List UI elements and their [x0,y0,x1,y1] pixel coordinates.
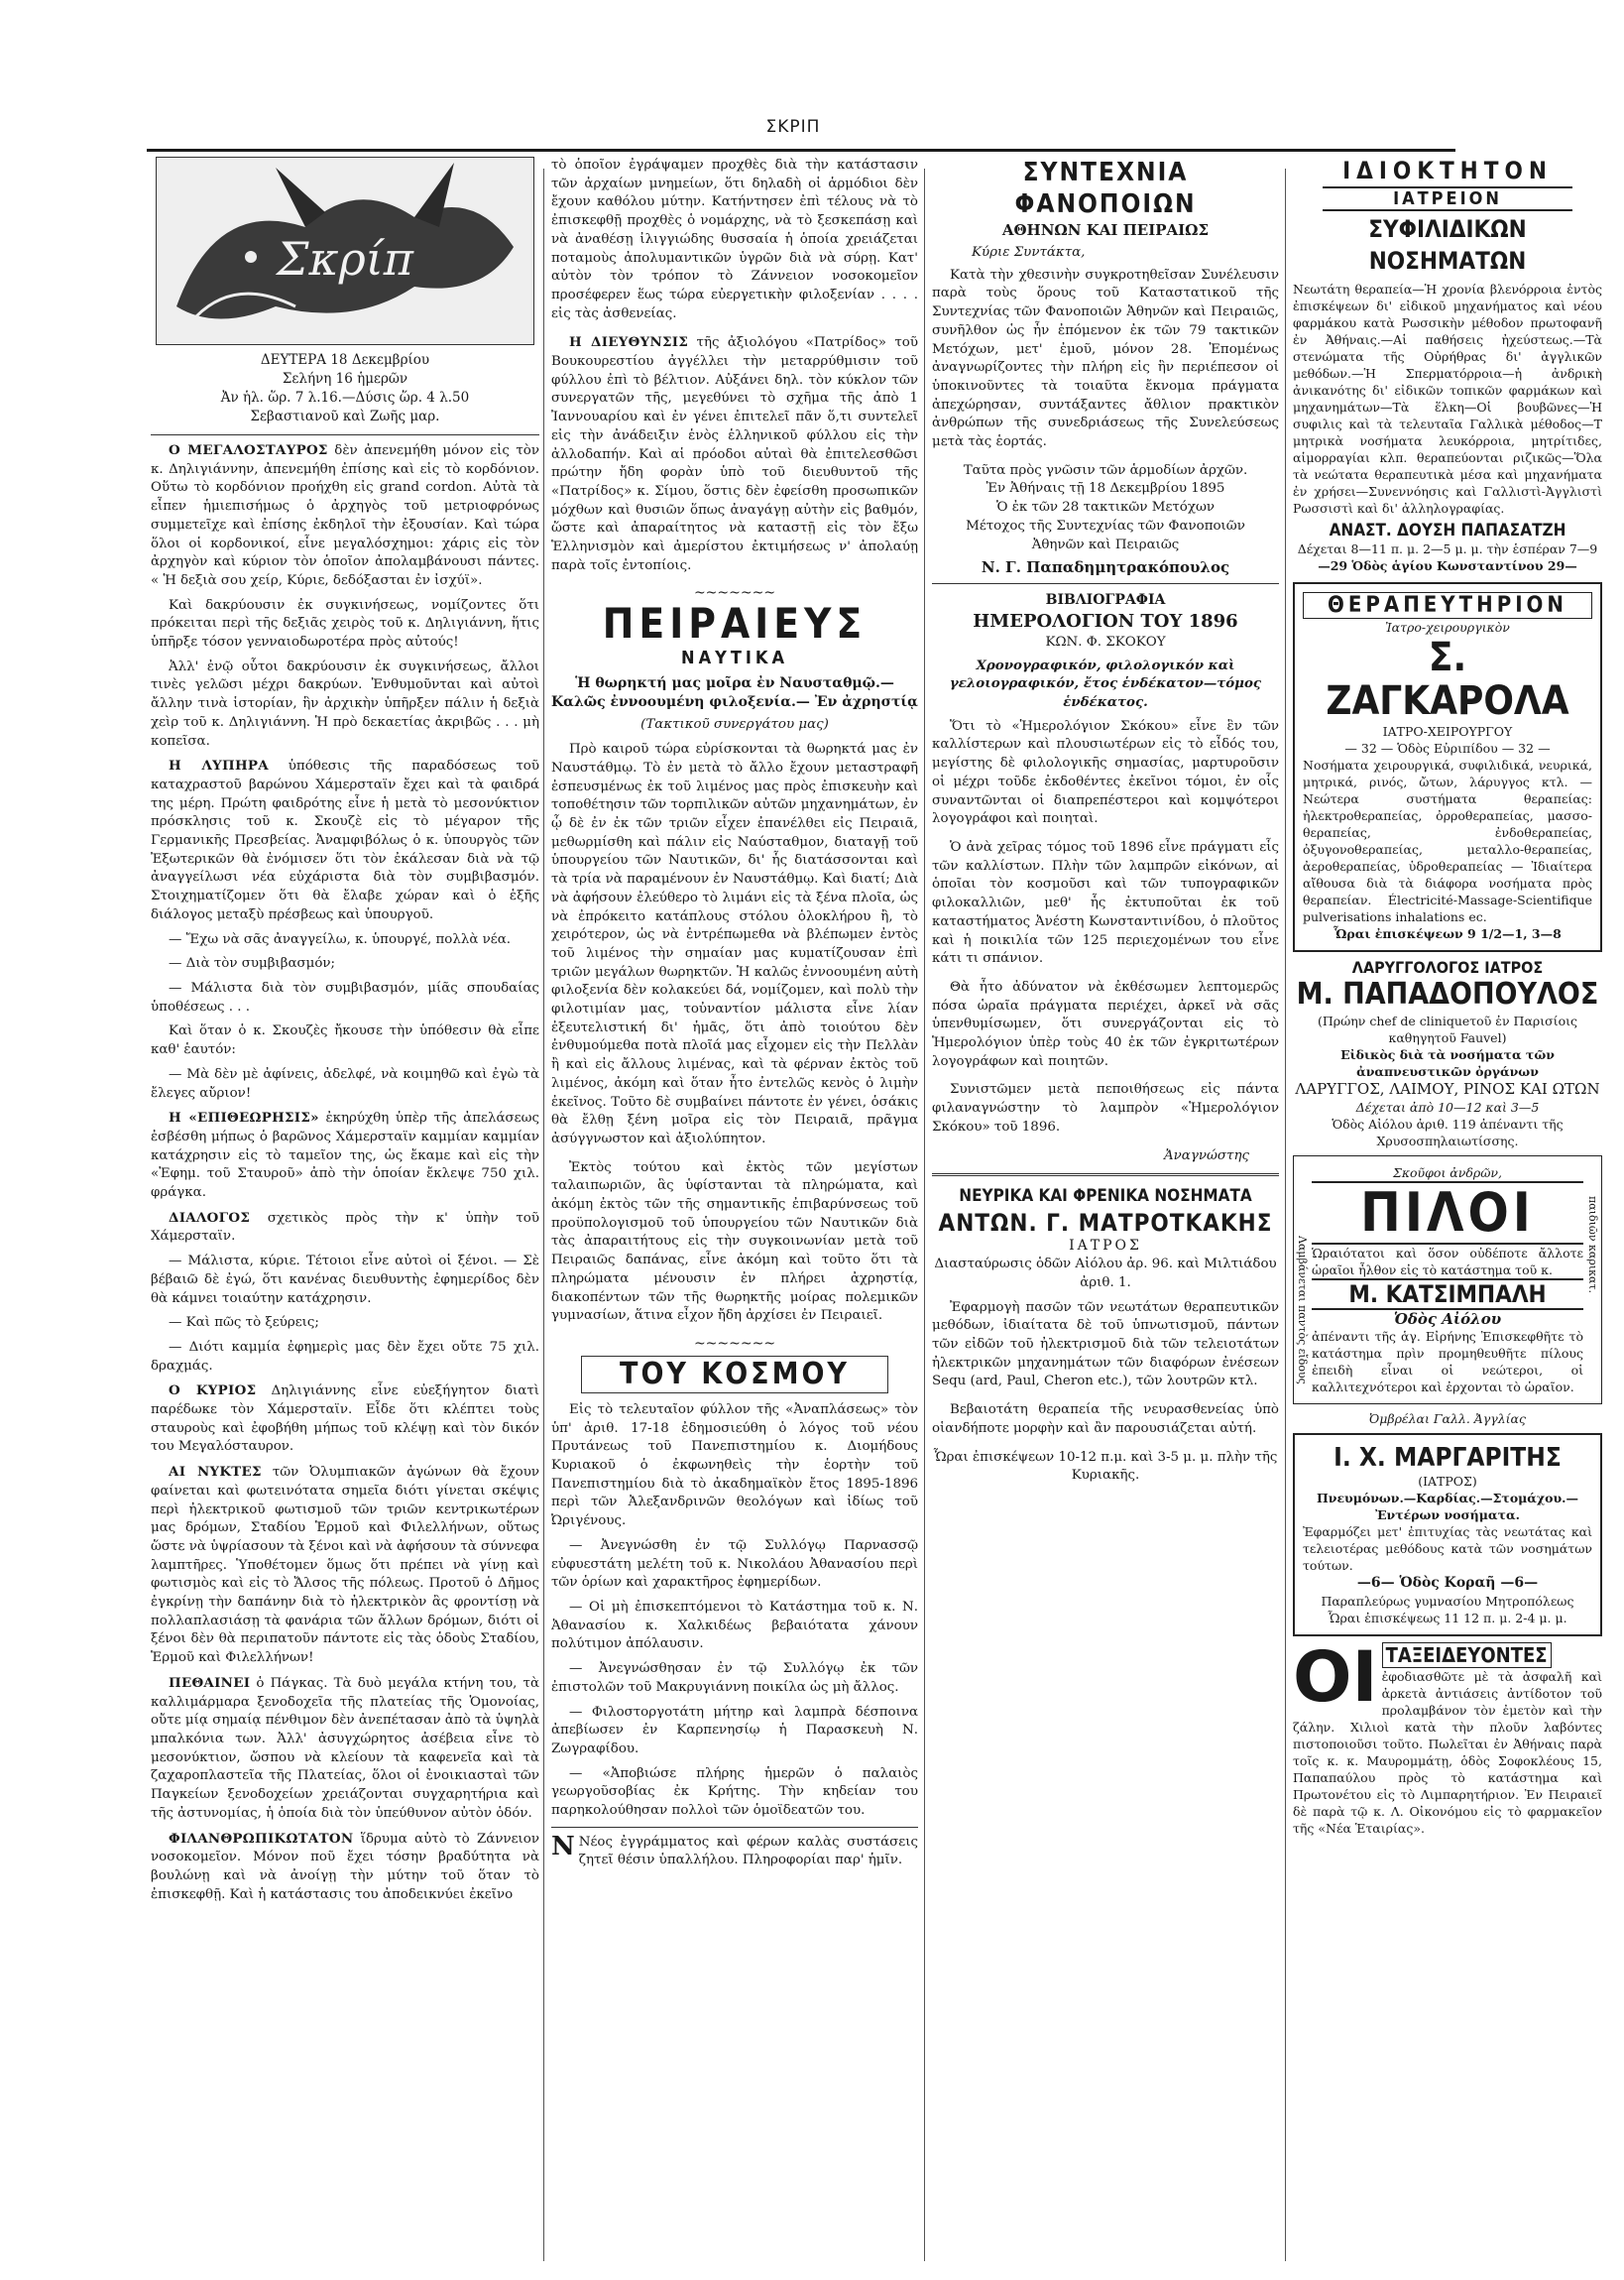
section-title-piraeus: ΠΕΙΡΑΙΕΥΣ [602,599,868,649]
ad-ther-sub: Ἰατρο-χειρουργικὸν [1385,620,1510,635]
ad-lar-hours: Δέχεται ἀπὸ 10—12 καὶ 3—5 [1355,1099,1540,1115]
article-paragraph [151,980,539,1017]
article-body: τῆς ἀξιολόγου «Πατρίδος» τοῦ Βουκουρεστίου ἀγγέλλει τὴν μεταρρύθμισιν τοῦ φύλλου ἐπὶ τὸ βέλτιον. Αὐξάνει δηλ. τὸν κύκλον τῶν συνεργατῶν τῆς, μεγεθύνει τὸ σχῆμα τῆς ἀπὸ 1 Ἰαννουαρίου καὶ ἐν γένει ἐπιτελεῖ πᾶν ὅ,τι συντελεῖ εἰς τὴν ἀνάδειξιν ἑνὸς ἑλληνικοῦ φύλλου εἰς τὴν ἀλλοδαπήν. Καὶ αἱ πρόοδοι αὐταὶ θὰ ἐπιτελεσθῶσι πρώτην ἤδη φορὰν ὑπὸ τοῦ διευθυντοῦ τῆς «Πατρίδος» κ. Σίμου, ὅστις δὲν ἐφείσθη προσωπικῶν μόχθων καὶ θυσιῶν ὅπως ἀναγάγῃ αὐτὴν εἰς βαθμόν, ὥστε καὶ ἀπαραίτητος νὰ καταστῇ εἰς τὸν ἔξω Ἑλληνισμὸν καὶ ἀμερίστου ἐκτιμήσεως ν' ἀπολαύῃ παρὰ τοῖς ἐντοπίοις. [551,335,919,573]
kosmos-item: Εἰς τὸ τελευταῖον φύλλον τῆς «Ἀναπλάσεως» τὸν ὑπ' ἀριθ. 17-18 ἐδημοσιεύθη ὁ λόγος τοῦ νέου Πρυτάνεως τοῦ Πανεπιστημίου κ. Διομήδους Κυριακοῦ ὁ ἐκφωνηθεὶς τὴν ἑορτὴν τοῦ Πανεπιστημίου διὰ τὸ ἀκαδημαϊκὸν ἔτος 1895-1896 περὶ τῶν Ἀλεξανδρινῶν θεολόγων καὶ ἰδίως τοῦ Ὠριγένους. [551,1401,918,1529]
ad-pil-bottom: Ὀμβρέλαι Γαλλ. Ἀγγλίας [1368,1411,1527,1427]
ad-trav-big: ΟΙ [1293,1636,1378,1719]
masthead-dragon-icon [157,158,533,344]
ornament-divider: ~~~~~~~ [693,585,776,602]
section-title-kosmos: ΤΟΥ ΚΟΣΜΟΥ [581,1356,888,1393]
article-paragraph [151,955,539,974]
ad-syfil-title: ΣΥΦΙΛΙΔΙΚΩΝ ΝΟΣΗΜΑΤΩΝ [1368,215,1527,275]
article-body: Θὰ ἦτο ἀδύνατον νὰ ἐκθέσωμεν λεπτομερῶς πόσα ὡραῖα πράγματα περιέχει, ἀρκεῖ νὰ σᾶς ὑπενθυμίσωμεν, ὅτι συνεργάζονται εἰς τὸ Ἡμερολόγιον ὑπὲρ τοὺς 40 ἐκ τῶν ἐγκριτωτέρων λογογράφων καὶ ποιητῶν. [932,979,1279,1069]
article-paragraph [151,1463,539,1668]
article-paragraph [151,1209,539,1247]
column-rule [543,169,544,2261]
ad-ther-text: Νοσήματα χειρουργικά, συφιλιδικά, νευρικά, μητρικά, ρινός, ὤτων, λάρυγγος κτλ. — Νεώτερα συστήματα θεραπείας: ἠλεκτροθεραπείας, ὀρροθεραπείας, μασσο-θεραπείας, ἐνδοθεραπείας, ὀξυγονοθεραπείας, μεταλλο-θεραπείας, ἀεροθεραπείας, ὑδροθεραπείας — Ἰδιαίτερα αἴθουσα διὰ τὰ διάφορα νοσήματα πρὸς θεραπείαν. Électricité-Massage-Scientifique pulverisations inhalations ec. [1303,758,1592,924]
article-body: — Ἔχω νὰ σᾶς ἀναγγείλω, κ. ὑπουργέ, πολλὰ νέα. [169,931,512,947]
ad-pil-title: ΠΙΛΟΙ [1312,1181,1583,1245]
article-paragraph [151,1253,539,1308]
date-line: ΔΕΥΤΕΡΑ 18 Δεκεμβρίου [260,352,430,368]
nautika-headline: Ἡ θωρηκτή μας μοῖρα ἐν Ναυσταθμῷ.— Καλῶς ἐννοουμένη φιλοξενία.— Ἐν ἀχρηστίᾳ [551,675,918,711]
ad-lar-text: Εἰδικὸς διὰ τὰ νοσήματα τῶν ἀναπνευστικῶν ὀργάνων [1340,1047,1555,1079]
kosmos-item: — «Ἀποβιώσε πλήρης ἡμερῶν ὁ παλαιὸς γεωργοῦσοβίας ἐκ Κρήτης. Τὴν κηδείαν του παρηκολούθησαν πολλοὶ τῶν ὁμοϊδεατῶν του. [551,1765,918,1819]
article-body: Ἀλλ' ἐνῷ οὗτοι δακρύουσιν ἐκ συγκινήσεως, ἄλλοι τινὲς γελῶσι μέχρι δακρύων. Ἐνθυμοῦνται καὶ αὐτοὶ ἄλλην τινὰ ἱστορίαν, ἣν ἀρχικὴν ὑπῆρξεν πάλιν ἡ δεξιὰ χεὶρ τοῦ κ. Δηλιγιάννη. Ἡ πρὸ δεκαετίας ἀκριβῶς . . . μὴ κοπεῖσα. [151,659,539,749]
ad-trav-text: ἐφοδιασθῶτε μὲ τὰ ἀσφαλῆ καὶ ἀρκετὰ ἀντιάσεις ἀντίδοτον τοῦ προλαμβάνον τὸν ἐμετὸν καὶ τὴν ζάλην. Χιλιοὶ κατὰ τὴν πλοῦν λαβόντες πιστοποιοῦσι τοῦτο. Πωλεῖται ἐν Ἀθήναις παρὰ τοῖς κ. κ. Μαυρομμάτῃ, ὁδὸς Σοφοκλέους 15, Παπαπαύλου πρὸς τὸ κατάστημα καὶ Πρωτονέτου εἰς τὸ Λιμπαρητήριον. Ἐν Πειραιεῖ δὲ παρὰ τῷ κ. Λ. Οἰκονόμου εἰς τὸ φαρμακεῖον τῆς «Νέα Ἑταιρίας». [1293,1669,1602,1837]
article-paragraph [151,1022,539,1059]
ad-nevr-name: ΑΝΤΩΝ. Γ. ΜΑΤΡΟΤΚΑΚΗΣ [938,1209,1273,1238]
ad-pil-more: ἀπέναντι τῆς ἁγ. Εἰρήνης Ἐπισκεφθῆτε τὸ κατάστημα πρὶν προμηθευθῆτε πίλους ἐπειδὴ εἶναι οἱ νεώτεροι, οἱ καλλιτεχνότεροι καὶ ἐρχονται τὸ ὡραῖον. [1312,1329,1583,1395]
signature-line: Μέτοχος τῆς Συντεχνίας τῶν Φανοποιῶν [966,518,1245,534]
top-rule [147,149,1455,152]
article-lead: Η ΔΙΕΥΘΥΝΣΙΣ [569,334,689,351]
column-rule [1285,169,1286,2261]
ad-pil-address: Ὁδὸς Αἰόλου [1393,1309,1502,1328]
column-4 [1293,157,1624,2269]
synt-title: ΣΥΝΤΕΧΝΙΑ ΦΑΝΟΠΟΙΩΝ [1014,158,1197,219]
ad-nevr-role: ΙΑΤΡΟΣ [1069,1238,1142,1255]
ad-ther-hours: Ὧραι ἐπισκέψεων 9 1/2—1, 3—8 [1334,926,1562,941]
date-line: Σελήνη 16 ἡμερῶν [282,371,408,387]
article-body: — Μάλιστα διὰ τὸν συμβιβασμόν, μίᾶς σπουδαίας ὑποθέσεως . . . [151,980,539,1015]
date-block [151,351,539,426]
kosmos-item: — Ἀνεγνώσθησαν ἐν τῷ Συλλόγῳ ἐκ τῶν ἐπιστολῶν τοῦ Μακρυγιάννη ποικίλα ὡς μὴ ἄλλος. [551,1661,918,1695]
article-paragraph [151,1339,539,1376]
article-paragraph [151,1381,539,1457]
column-2 [551,157,918,2269]
ad-travellers [1293,1636,1602,1837]
article-lead: ΦΙΛΑΝΘΡΩΠΙΚΩΤΑΤΟΝ [169,1830,354,1847]
divider [551,1827,918,1828]
article-body: ὁ Πάγκας. Τὰ δυὸ μεγάλα κτήνη του, τὰ καλλιμάρμαρα ξενοδοχεῖα τῆς πλατείας τῆς Ὁμονοίας, οὔτε μίᾳ σημαίᾳ πένθιμον δὲν ἀνεπέτασαν ἀπὸ τὰ ὑψηλὰ μπαλκόνια των. Ἀλλ' ἀσυγχώρητος ἀσέβεια εἶνε τὸ μεσονύκτιον, ὥσπου νὰ κλείουν τὰ καφενεῖα καὶ τὰ ζαχαροπλαστεῖα τῆς Πλατείας, ὅλοι οἱ ἐνοικιασταὶ τῶν Παγκείων ξενοδοχείων χρειάζονται συγχαρητήρια καὶ τῆς ἀστυνομίας, ἡ ὁποία διὰ τὸν ὑπεύθυνον αὐτὸν ὁδόν. [151,1675,540,1821]
article-paragraph [151,1314,539,1333]
article-diethynsis [551,333,918,575]
article-paragraph [151,757,539,924]
synt-subtitle: ΑΘΗΝΩΝ ΚΑΙ ΠΕΙΡΑΙΩΣ [1001,221,1210,239]
ad-marg-address: —6— Ὁδὸς Κοραῆ —6— [1356,1575,1539,1592]
ad-pil-name: Μ. ΚΑΤΣΙΜΠΑΛΗ [1312,1278,1583,1310]
calendar-subtitle: Χρονογραφικόν, φιλολογικόν καὶ γελοιογραφικόν, ἔτος ἑνδέκατον—τόμος ἑνδέκατος. [949,657,1262,711]
article-lead: ΑΙ ΝΥΚΤΕΣ [169,1464,262,1481]
article-paragraph [151,1674,539,1824]
classified-text: Νέος ἐγγράμματος καὶ φέρων καλὰς συστάσεις ζητεῖ θέσιν ὑπαλλήλου. Πληροφορίαι παρ' ἡμῖν. [578,1834,918,1868]
ad-lar-name: Μ. ΠΑΠΑΔΟΠΟΥΛΟΣ [1296,977,1599,1012]
running-head: ΣΚΡΙΠ [765,117,821,137]
divider [932,583,1279,584]
date-line: Σεβαστιανοῦ καὶ Ζωῆς μαρ. [250,409,440,424]
ad-iatreion: ΙΑΤΡΕΙΟΝ [1323,186,1572,211]
article-body: Ἐκτὸς τούτου καὶ ἐκτὸς τῶν μεγίστων ταλαιπωριῶν, ἃς ὑφίστανται τὰ πληρώματα, καὶ ἀκόμη ἐκτὸς τῶν τῆς σημαντικῆς ἐπιβαρύνσεως τοῦ προϋπολογισμοῦ τοῦ ὑπουργείου τῶν Ναυτικῶν διὰ τὰς ἀπαραιτήτους εἰς τὴν συγκοινωνίαν μετὰ τοῦ Πειραιῶς δαπάνας, εἶνε ἀκόμη καὶ τοῦτο ὅτι τὰ πληρώματα μένουσιν ἐν πλήρει ἀχρηστίᾳ, διακοπέντων τῶν τῆς θωρηκτῆς μοίρας πολεμικῶν γυμνασίων, ἅτινα εἶχον ἤδη ἀρχίσει ἐν Πειραιεῖ. [551,1159,918,1324]
calendar-author: ΚΩΝ. Φ. ΣΚΟΚΟΥ [1045,634,1166,650]
article-continuation: τὸ ὁποῖον ἐγράψαμεν προχθὲς διὰ τὴν κατάστασιν τῶν ἀρχαίων μνημείων, ὅτι δηλαδὴ οἱ ἁρμόδιοι δὲν ἔχουν καθόλου μύτην. Κατήντησεν ἐπὶ τέλους νὰ τὸ ἐπισκεφθῇ προχθὲς ὁ νομάρχης, νὰ τὸ ξεσκεπάσῃ καὶ νὰ ἀναθέσῃ ἰλιγγιώδης θυσσαία ἡ ὁποία χρειάζεται ποταμοὺς ἀπολυμαντικῶν ὑγρῶν διὰ νὰ σύρῃ. Κατ' αὐτὸν τὸν τρόπον τὸ Ζάννειον νοσοκομεῖον προσέφερεν ἕως τώρα εὐεργετικὴν φιλοξενίαν . . . . εἰς τὰς ἀσθενείας. [551,158,918,321]
article-body: — Διὰ τὸν συμβιβασμόν; [169,956,336,972]
column-1 [151,157,539,2269]
ad-idiokt: ΙΔΙΟΚΤΗΤΟΝ [1342,157,1553,184]
ad-pil-text: Ὡραιότατοι καὶ ὅσον οὐδέποτε ἄλλοτε ὡραῖοι ἦλθον εἰς τὸ κατάστημα τοῦ κ. [1312,1245,1583,1277]
svg-text:Σκρίπ: Σκρίπ [277,232,413,286]
article-lead: ΠΕΘΑΙΝΕΙ [169,1674,251,1691]
nautika-byline: (Τακτικοῦ συνεργάτου μας) [640,717,829,733]
column-4-inner [1293,157,1602,1837]
kosmos-item: — Οἱ μὴ ἐπισκεπτόμενοι τὸ Κατάστημα τοῦ κ. Ν. Ἀθανασίου κ. Χαλκιδέως βεβαιότατα χάνουν πολύτιμον ἀπόλαυσιν. [551,1600,918,1652]
article-body: ἵδρυμα αὐτὸ τὸ Ζάννειον νοσοκομεῖον. Μόνον ποῦ ἔχει τόσην βραδύτητα νὰ βουλώνῃ καὶ νὰ ἀνοίγῃ τὴν μύτην τοῦ ὅταν τὸ ἐπισκεφθῇ. Καὶ ἡ κατάστασις του ἀποδεικνύει ἐκεῖνο [151,1831,539,1902]
ad-nevr-text: Βεβαιοτάτη θεραπεία τῆς νευρασθενείας ὑπὸ οἱανδήποτε μορφὴν καὶ ἂν παρουσιάζεται αὐτή. [932,1402,1279,1436]
article-body: — Καὶ πῶς τὸ ξεύρεις; [169,1315,319,1331]
article-paragraph [151,1830,539,1905]
ad-marg-name: Ι. Χ. ΜΑΡΓΑΡΙΤΗΣ [1334,1443,1562,1474]
ad-marg-spec: Πνευμόνων.—Καρδίας.—Στομάχου.—Ἐντέρων νοσήματα. [1316,1491,1579,1523]
divider [151,434,539,435]
ad-lar-address: Ὁδὸς Αἰόλου ἀριθ. 119 ἀπέναντι τῆς Χρυσοσπηλαιωτίσσης. [1332,1116,1564,1148]
article-lead: Ο ΜΕΓΑΛΟΣΤΑΥΡΟΣ [169,442,328,458]
article-paragraph [151,1066,539,1103]
ad-nevr-address: Διασταύρωσις ὁδῶν Αἰόλου ἀρ. 96. καὶ Μιλτιάδου ἀριθ. 1. [934,1257,1277,1290]
ad-ther-title: ΘΕΡΑΠΕΥΤΗΡΙΟΝ [1303,592,1592,619]
synt-greeting: Κύριε Συντάκτα, [972,245,1086,260]
signature-line: Ἀναγνώστης [1164,1147,1249,1163]
ad-nevr-text: Ἐφαρμογὴ πασῶν τῶν νεωτάτων θεραπευτικῶν μεθόδων, ἰδιαίτατα δὲ τοῦ ὑπνωτισμοῦ, πάντων τῶν εἰδῶν τοῦ ἠλεκτρισμοῦ διὰ τῶν τελειοτάτων ἠλεκτρικῶν μηχανημάτων τῶν διαφόρων ἐνέσεων Sequ (ard, Paul, Cheron etc.), τῶν λουτρῶν κτλ. [932,1299,1279,1389]
bibliography-title: ΒΙΒΛΙΟΓΡΑΦΙΑ [1045,591,1166,608]
article-body: Κατὰ τὴν χθεσινὴν συγκροτηθεῖσαν Συνέλευσιν παρὰ τοὺς ὅρους τοῦ Καταστατικοῦ τῆς Συντεχνίας τῶν Φανοποιῶν Ἀθηνῶν καὶ Πειραιῶς, συνῆλθον ὡς ἦν ἐπόμενον ἐκ τῶν 79 τακτικῶν Μετόχων, μετ' ἐμοῦ, μόνον 28. Ἐπομένως ἀναγνωρίζοντες τὴν πλήρη εἰς ἣν περιέπεσον οἱ ὑποκινοῦντες τὰ τοιαῦτα ἔκνομα πράγματα ἀπεχώρησαν, συντάξαντες ἄθλιον πρακτικὸν ἀνθρώπων τῆς συνεδριάσεως τῆς Συνελεύσεως μετὰ τὰς ἑορτάς. [932,267,1279,450]
article-lead: Η ΛΥΠΗΡΑ [169,758,269,775]
article-body: Ὁ ἀνὰ χεῖρας τόμος τοῦ 1896 εἶνε πράγματι εἷς τῶν καλλίστων. Πλὴν τῶν λαμπρῶν εἰκόνων, αἱ ὁποῖαι τὸν κοσμοῦσι καὶ τῶν τυπογραφικῶν φιλοκαλλιῶν, μεθ' ἧς ἐκτυποῦται ἐκ τοῦ καταστήματος Ἀνέστη Κωνσταντινίδου, ὁ πλοῦτος καὶ ἡ ποικιλία τῶν 125 περιεχομένων του εἶνε κάτι τι σπάνιον. [932,839,1279,967]
ad-pil-top: Σκοῦφοι ἀνδρῶν, [1393,1164,1502,1180]
article-lead: Ο ΚΥΡΙΟΣ [169,1382,257,1399]
calendar-title: ΗΜΕΡΟΛΟΓΙΟΝ ΤΟΥ 1896 [973,610,1238,632]
ad-trav-title: ΤΑΞΕΙΔΕΥΟΝΤΕΣ [1382,1642,1552,1668]
kosmos-items [551,1401,918,1821]
classified-note [551,1831,918,1870]
ad-pil-side-right: παιδιῶν καρικατ. [1586,1195,1599,1293]
article-paragraph [151,1109,539,1203]
date-line: Ἀν ἡλ. ὥρ. 7 λ.16.—Δύσις ὥρ. 4 λ.50 [220,390,470,406]
ad-ther-name: Σ. ΖΑΓΚΑΡΟΛΑ [1326,635,1569,724]
signature-line: Ὁ ἐκ τῶν 28 τακτικῶν Μετόχων [995,500,1216,516]
ad-lar-head: ΛΑΡΥΓΓΟΛΟΓΟΣ ΙΑΤΡΟΣ [1351,958,1544,977]
article-lead: ΔΙΑΛΟΓΟΣ [169,1209,251,1226]
article-body: Πρὸ καιροῦ τώρα εὑρίσκονται τὰ θωρηκτά μας ἐν Ναυστάθμῳ. Τὸ ἐν μετὰ τὸ ἄλλο ἔχουν μεταστραφῆ ἐσπευσμένως ἐκ τοῦ λιμένος μας πρὸς ἐπισκευὴν καὶ τοποθέτησιν τῶν τορπιλικῶν αὐτῶν μηχανημάτων, ἐν ᾧ δὲ ἐν ἐκ τῶν τριῶν εἶχεν ἐπανέλθει εἰς Πειραιᾶ, μεθωρμίσθη καὶ πάλιν εἰς Ναύσταθμον, διαταγῇ τοῦ ὑπουργείου τῶν Ναυτικῶν, δι' ἧς διατάσσονται καὶ τὰ τρία νὰ παραμένουν ἐν Ναυστάθμῳ. Καὶ διατί; Διὰ νὰ ἀφήσουν ἐλεύθερο τὸ λιμάνι εἰς τὰ ξένα πλοῖα, ὡς νὰ ἐπρόκειτο κατάπλους στόλου ὁλοκλήρου ἢ, τὸ χειρότερον, ὡς νὰ ἐντρέπωμεθα νὰ βλέπωμεν ἐντὸς τοῦ λιμένος τὴν σημαίαν μας κυματίζουσαν ἐπὶ τριῶν μεγάλων θωρηκτῶν. Ἡ καλῶς ἐννοουμένη αὐτὴ φιλοξενία δὲν κολακεύει δά, νομίζομεν, καὶ πολὺ τὴν φιλοτιμίαν μας, τοὐναντίον μάλιστα εἶνε λίαν ἐξευτελιστική δι' ἡμᾶς, ὅτι ἀπὸ τοιούτου δὲν ἐνθυμούμεθα ποτὰ πλοῖά μας εἶχομεν εἰς τὴν Πελλὰν ἢ καὶ εἰς ἄλλους λιμένας, καὶ τὰ φέρναν ἐκτὸς τοῦ λιμένος, ἀκόμη καὶ ὅταν ἦτο ἐντελῶς κενὸς ὁ λιμὴν ἐκεῖνος. Τοῦτο δὲ συμβαίνει πάντοτε ἐν γένει, ὁσάκις θὰ ἔλθῃ ξένη μοῖρα εἰς τὸν Πειραιᾶ, πρᾶγμα ἀσύγγνωστον καὶ ἀξιολύπητον. [551,742,918,1146]
ad-nevr-title: ΝΕΥΡΙΚΑ ΚΑΙ ΦΡΕΝΙΚΑ ΝΟΣΗΜΑΤΑ [959,1186,1252,1207]
article-body: Καὶ δακρύουσιν ἐκ συγκινήσεως, νομίζοντες ὅτι πρόκειται περὶ τῆς δεξιᾶς χειρὸς τοῦ κ. Δηλιγιάννη, ἥτις ὑπῆρξε τόσον γενναιοδωροτέρα πρὸς αὐτούς! [151,597,539,651]
article-body: Ὅτι τὸ «Ἡμερολόγιον Σκόκου» εἶνε ἓν τῶν καλλίστερων καὶ πλουσιωτέρων εἰς τὸ εἶδός του, μεγίστης δὲ φιλολογικῆς σημασίας, μαρτυροῦσιν οἱ μέχρι τοῦδε ἐκδοθέντες ἐκεῖνοι τόμοι, ἐν οἷς συναντῶνται οἱ διαπρεπέστεροι καὶ κομψότεροι λογογράφοι καὶ ποιηταὶ. [932,718,1279,827]
divider [932,1173,1279,1176]
article-body: Συνιστῶμεν μετὰ πεποιθήσεως εἰς πάντα φιλαναγνώστην τὸ λαμπρὸν «Ἡμερολόγιον Σκόκου» τοῦ 1896. [932,1082,1279,1135]
ad-syfil-hours: Δέχεται 8—11 π. μ. 2—5 μ. μ. τὴν ἑσπέραν 7—9 [1297,541,1598,556]
ad-marg-role: (ΙΑΤΡΟΣ) [1418,1474,1477,1490]
article-paragraph [151,441,539,591]
column-rule [924,169,925,2261]
ad-marg-text: Ἐφαρμόζει μετ' ἐπιτυχίας τὰς νεωτάτας καὶ τελειοτέρας μεθόδους κατὰ τῶν νοσημάτων τούτων. [1303,1524,1592,1574]
article-body: Ταῦτα πρὸς γνῶσιν τῶν ἁρμοδίων ἀρχῶν. [963,462,1248,478]
ad-marg-location: Παραπλεύρως γυμνασίου Μητροπόλεως [1321,1594,1574,1610]
article-body: Καὶ ὅταν ὁ κ. Σκουζὲς ἤκουσε τὴν ὑπόθεσιν θὰ εἶπε καθ' ἑαυτόν: [151,1023,539,1058]
drop-cap: Ν [551,1831,575,1861]
column-1-articles [151,441,539,1904]
signature-line: Ἐν Ἀθήναις τῇ 18 Δεκεμβρίου 1895 [986,481,1225,497]
ad-syfil-address: —29 Ὁδὸς ἁγίου Κωνσταντίνου 29— [1318,558,1577,573]
column-3 [932,157,1279,2269]
article-body: — Μάλιστα, κύριε. Τέτοιοι εἶνε αὐτοὶ οἱ ξένοι. — Σὲ βέβαιῶ δὲ ἐγώ, ὅτι κανένας διευθυντὴς ἐφημερίδος δὲν θὰ κάμνει τοιαύτην κατάχρησιν. [151,1254,539,1306]
article-body: — Μὰ δὲν μὲ ἀφίνεις, ἀδελφέ, νὰ κοιμηθῶ καὶ ἐγὼ τὰ ἔλεγες αὔριον! [151,1066,539,1101]
ad-piloi [1293,1155,1602,1405]
kosmos-item: — Φιλοστοργοτάτη μήτηρ καὶ λαμπρὰ δέσποινα ἀπεβίωσεν ἐν Καρπενησίῳ ἡ Παρασκευὴ Ν. Ζωγραφίδου. [551,1704,918,1756]
article-paragraph [151,659,539,752]
ad-therapeutirion [1293,582,1602,952]
article-body: δὲν ἀπενεμήθη μόνον εἰς τὸν κ. Δηλιγιάννην, ἀπενεμήθη ἐπίσης καὶ εἰς τὸ κορδόνιον. Οὕτω τὸ κορδόνιον προήχθη εἰς grand cordon. Αὐτὰ τὰ εἶπεν ἡμιεπισήμως ὁ ἀρχηγὸς τοῦ μετριοφρόνως συμμετεῖχε καὶ ἐπίσης ἐκδηλοῖ τὴν ἐξουσίαν. Καὶ τώρα ὅλοι οἱ κορδονικοί, εἶνε μεγαλόσχημοι: χάρις εἰς τὸν ἀρχηγὸν καὶ κύριον τὸν ὁποῖον ἀπολαμβάνουσι πάντες. « Ἡ δεξιὰ σου χείρ, Κύριε, δεδόξασται ἐν ἰσχύϊ». [151,443,539,588]
ad-ther-address: — 32 — Ὁδὸς Εὐριπίδου — 32 — [1344,741,1551,756]
article-paragraph [151,597,539,653]
ornament-divider: ~~~~~~~ [693,1335,776,1352]
article-body: τῶν Ὀλυμπιακῶν ἀγώνων θὰ ἔχουν φαίνεται καὶ φωτεινότατα σημεῖα διότι γίνεται σκέψις περὶ ἠλεκτρικοῦ φωτισμοῦ τῶν τριῶν κεντρικωτέρων μας δρόμων, Σταδίου Ἑρμοῦ καὶ Φιλελλήνων, οὕτως ὥστε νὰ ὑψρίασουν τὰ ξένοι καὶ νὰ ἀφήσουν τὰ σύννεφα λαμπτῆρες. Ὑποθέτομεν ὅμως ὅτι πρέπει νὰ γίνῃ καὶ φωτισμὸς καὶ εἰς τὸ Ἄλσος τῆς πόλεως. Προτοῦ ὁ Δῆμος ἐγκρίνῃ τὴν δαπάνην διὰ τὸ ἠλεκτρικὸν ἂς φροντίσῃ νὰ πολλαπλασιάσῃ τὰ φανάρια τῶν ἄλλων δρόμων, διότι οἱ ξένοι δὲν θὰ περιπατοῦν πάντοτε εἰς τὰς ὁδοὺς Σταδίου, Ἑρμοῦ καὶ Φιλελλήνων! [151,1465,539,1666]
article-body: — Διότι καμμία ἐφημερὶς μας δὲν ἔχει οὔτε 75 χιλ. δραχμάς. [151,1339,539,1374]
kosmos-item: — Ἀνεγνώσθη ἐν τῷ Συλλόγῳ Παρνασσῷ εὐφυεστάτη μελέτη τοῦ κ. Νικολάου Ἀθανασίου περὶ τῶν ὁρίων καὶ χαρακτῆρος ἐφημερίδων. [551,1537,918,1591]
article-body: ἐκηρύχθη ὑπὲρ τῆς ἀπελάσεως ἐσβέσθη μήπως ὁ βαρῶνος Χάμερσταϊν καμμίαν καμμίαν κατάχρησιν εἰς τὸ ταμεῖον της, ὡς ἔκαμε καὶ εἰς τὴν «Ἐφημ. τοῦ Σταυροῦ» ἀπὸ τὴν ὁποίαν ἔκλεψε 750 χιλ. φράγκα. [151,1111,539,1201]
article-lead: Η «ΕΠΙΘΕΩΡΗΣΙΣ» [169,1110,319,1127]
ad-margaritis [1293,1433,1602,1636]
signature-line: Ἀθηνῶν καὶ Πειραιῶς [1031,537,1180,552]
article-body: Δηλιγιάννης εἶνε εὐεξήγητον διατὶ παρέδωκε τὸν Χάμερσταϊν. Εἶδε ὅτι κλέπτει τοὺς σταυροὺς καὶ ἐφοβήθη μήπως τοῦ κλέψῃ καὶ τὸν δικόν του Μεγαλόσταυρον. [151,1383,540,1455]
ad-syfil-doctor: ΑΝΑΣΤ. ΔΟΥΣΗ ΠΑΠΑΣΑΤΖΗ [1329,521,1566,540]
ad-pil-side-left: Λαμβάνεται παντὸς εἴδους [1296,1235,1309,1384]
section-subtitle-nautika: ΝΑΥΤΙΚΑ [681,648,788,669]
ad-marg-hours: Ὧραι ἐπισκέψεως 11 12 π. μ. 2-4 μ. μ. [1328,1611,1567,1626]
ad-ther-role: ΙΑΤΡΟ-ΧΕΙΡΟΥΡΓΟΥ [1382,724,1513,739]
signature-name: Ν. Γ. Παπαδημητρακόπουλος [981,558,1230,577]
article-body: σχετικὸς πρὸς τὴν κ' ὑπὴν τοῦ Χάμερσταϊν. [151,1210,539,1245]
ad-nevr-hours: Ὧραι ἐπισκέψεων 10-12 π.μ. καὶ 3-5 μ. μ. πλὴν τῆς Κυριακῆς. [933,1449,1278,1484]
article-paragraph [151,931,539,950]
masthead-illustration [156,157,534,345]
article-body: ὑπόθεσις τῆς παραδόσεως τοῦ καταχραστοῦ βαρώνου Χάμερσταϊν ἔχει καὶ τὰ φαιδρά της μέρη. Πρώτη φαιδρότης εἶνε ἡ μετὰ τὸ μεσονύκτιον πρόσκλησις τοῦ κ. Σκουζὲ εἰς τὸ μέγαρον τῆς Γερμανικῆς Πρεσβείας. Ἀναμφιβόλως ὁ κ. ὑπουργὸς τῶν Ἐξωτερικῶν θὰ ἐνόμισεν ὅτι τὸν ἐκάλεσαν διὰ νὰ τῷ ἀναγγείλωσι νέα εὐχάριστα διὰ τὸν συμβιβασμόν. Στοιχηματίζομεν ὅτι θὰ ἔλαβε χώραν καὶ ὁ ἑξῆς διάλογος μεταξὺ πρέσβεως καὶ ὑπουργοῦ. [151,759,539,922]
ad-syfil-text: Νεωτάτη θεραπεία—Ἡ χρονία βλενόρροια ἐντὸς ἐπισκέψεων δι' εἰδικοῦ μηχανήματος καὶ νέου φαρμάκου κατὰ Ρωσσικὴν μέθοδον πρωτοφανῆ ἐν Ἀθήναις.—Αἱ παθήσεις ἠχεύστεως.—Τὰ στενώματα τῆς Οὐρήθρας δι' ἀγγλικῶν μεθόδων.—Ἡ Σπερματόρροια—ἡ ἀνδρικὴ ἀνικανότης δι' εἰδικῶν τοπικῶν φαρμάκων καὶ μηχανημάτων—Τὰ ἕλκη—Οἱ βουβῶνες—Ἡ συφιλις καὶ τὰ τελευταῖα Γαλλικὰ μέθοδος—Τ μητρικὰ νοσήματα λευκόρροια, μητρίτιδες, αἱμορραγίαι κλπ. θεραπεύονται ριζικῶς—Ὅλα τὰ νεώτατα θεραπευτικὰ μέσα καὶ μηχανήματα ἐν χρήσει—Συνεννόησις καὶ Γαλλιστὶ-Ἀγγλιστὶ Ρωσσιστὶ καὶ δι' ἀλληλογραφίας. [1293,282,1602,516]
ad-lar-prev: (Πρώην chef de cliniqueτοῦ ἐν Παρισίοις καθηγητοῦ Fauvel) [1317,1014,1578,1045]
ad-lar-organs: ΛΑΡΥΓΓΟΣ, ΛΑΙΜΟΥ, ΡΙΝΟΣ ΚΑΙ ΩΤΩΝ [1295,1080,1600,1098]
